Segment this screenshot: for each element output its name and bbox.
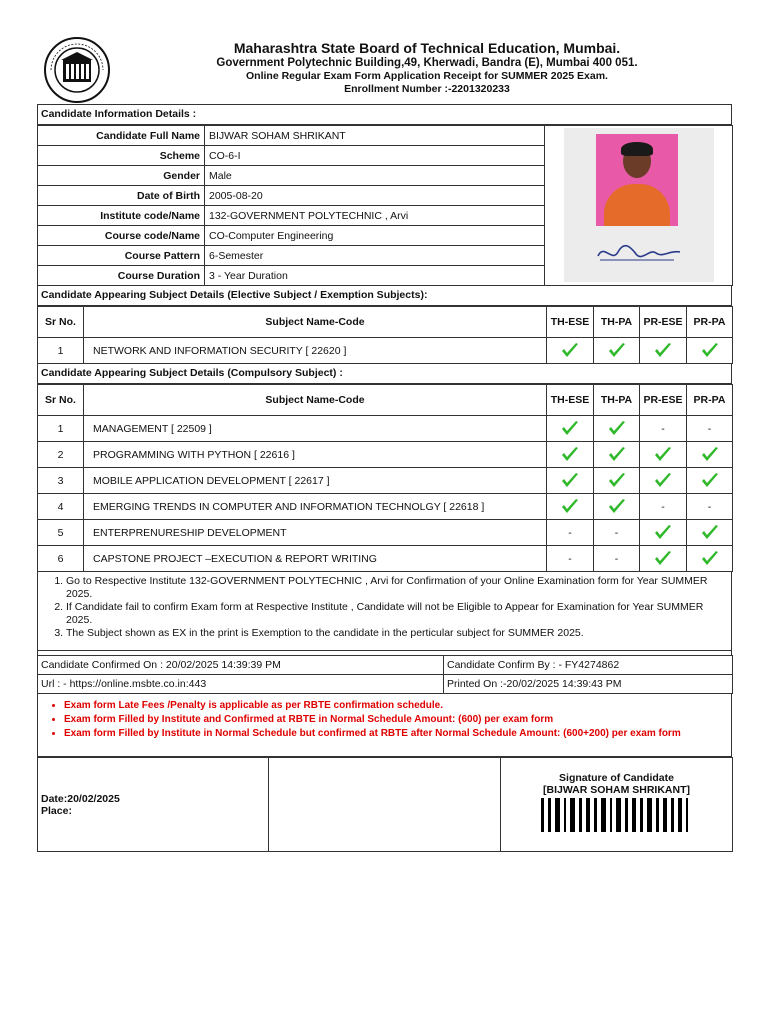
mark-cell — [594, 338, 640, 364]
fee-notes — [37, 694, 732, 757]
fee-note-item: • Exam form Late Fees /Penalty is applicable as per RBTE confirmation schedule. — [64, 700, 723, 712]
sr-no: 4 — [38, 494, 84, 520]
subject-name: PROGRAMMING WITH PYTHON [ 22616 ] — [84, 442, 547, 468]
receipt-body — [37, 104, 732, 852]
instruction-item: 1. Go to Respective Institute 132-GOVERNMENT POLYTECHNIC , Arvi for Confirmation of your Online Examination form for Year SUMMER 2025. — [66, 575, 723, 601]
sr-no: 3 — [38, 468, 84, 494]
mark-cell — [687, 442, 733, 468]
info-value: 6-Semester — [205, 246, 545, 266]
mark-dash: - — [687, 494, 733, 520]
sr-no: 2 — [38, 442, 84, 468]
mark-dash: - — [547, 546, 594, 572]
green-check-icon — [560, 342, 580, 360]
column-header: Subject Name-Code — [84, 307, 547, 338]
candidate-section-title: Candidate Information Details : — [37, 104, 732, 125]
green-check-icon — [653, 446, 673, 464]
mark-cell — [594, 416, 640, 442]
signature-table — [37, 757, 733, 852]
info-label: Scheme — [38, 146, 205, 166]
green-check-icon — [700, 446, 720, 464]
date-label: Date:20/02/2025 — [41, 792, 120, 805]
info-label: Candidate Full Name — [38, 126, 205, 146]
green-check-icon — [560, 472, 580, 490]
info-value: 2005-08-20 — [205, 186, 545, 206]
subject-name: ENTERPRENURESHIP DEVELOPMENT — [84, 520, 547, 546]
column-header: TH-ESE — [547, 385, 594, 416]
mark-dash: - — [687, 416, 733, 442]
receipt-title: Online Regular Exam Form Application Receipt for SUMMER 2025 Exam. — [246, 70, 608, 82]
sr-no: 1 — [38, 338, 84, 364]
info-value: BIJWAR SOHAM SHRIKANT — [205, 126, 545, 146]
subject-row — [38, 546, 733, 572]
compulsory-subject-table — [37, 384, 733, 572]
mark-cell — [687, 468, 733, 494]
green-check-icon — [607, 446, 627, 464]
info-value: Male — [205, 166, 545, 186]
board-logo — [41, 36, 113, 104]
mark-cell — [547, 416, 594, 442]
column-header: TH-PA — [594, 307, 640, 338]
enrollment-number: Enrollment Number :-2201320233 — [344, 83, 510, 95]
mark-dash: - — [547, 520, 594, 546]
green-check-icon — [700, 342, 720, 360]
info-label: Institute code/Name — [38, 206, 205, 226]
column-header: PR-ESE — [640, 307, 687, 338]
confirmed-by: Candidate Confirm By : - FY4274862 — [444, 656, 733, 675]
info-value: CO-Computer Engineering — [205, 226, 545, 246]
printed-on: Printed On :-20/02/2025 14:39:43 PM — [444, 675, 733, 694]
green-check-icon — [607, 498, 627, 516]
subject-row — [38, 520, 733, 546]
url-text: Url : - https://online.msbte.co.in:443 — [38, 675, 444, 694]
green-check-icon — [700, 550, 720, 568]
subject-name: EMERGING TRENDS IN COMPUTER AND INFORMATION TECHNOLGY [ 22618 ] — [84, 494, 547, 520]
green-check-icon — [560, 498, 580, 516]
candidate-photo — [564, 128, 714, 282]
green-check-icon — [607, 420, 627, 438]
mark-cell — [594, 468, 640, 494]
subject-name: NETWORK AND INFORMATION SECURITY [ 22620 ] — [84, 338, 547, 364]
info-label: Course code/Name — [38, 226, 205, 246]
green-check-icon — [653, 472, 673, 490]
mark-cell — [640, 468, 687, 494]
subject-name: MANAGEMENT [ 22509 ] — [84, 416, 547, 442]
mark-dash: - — [640, 416, 687, 442]
place-label: Place: — [41, 804, 72, 817]
mark-cell — [594, 442, 640, 468]
green-check-icon — [607, 472, 627, 490]
mark-cell — [640, 338, 687, 364]
mark-cell — [687, 546, 733, 572]
fee-note-item: • Exam form Filled by Institute and Confirmed at RBTE in Normal Schedule Amount: (600) per exam form — [64, 714, 723, 726]
subject-row — [38, 468, 733, 494]
mark-cell — [640, 546, 687, 572]
signature-image — [594, 238, 684, 268]
green-check-icon — [700, 472, 720, 490]
signature-name: [BIJWAR SOHAM SHRIKANT] — [543, 784, 690, 796]
subject-name: CAPSTONE PROJECT –EXECUTION & REPORT WRITING — [84, 546, 547, 572]
mark-cell — [547, 338, 594, 364]
elective-subject-table — [37, 306, 733, 364]
column-header: Sr No. — [38, 385, 84, 416]
elective-section-title: Candidate Appearing Subject Details (Elective Subject / Exemption Subjects): — [37, 286, 732, 306]
subject-row — [38, 494, 733, 520]
signature-title: Signature of Candidate — [559, 772, 674, 784]
info-label: Course Duration — [38, 266, 205, 286]
column-header: PR-ESE — [640, 385, 687, 416]
compulsory-section-title: Candidate Appearing Subject Details (Compulsory Subject) : — [37, 364, 732, 384]
green-check-icon — [653, 524, 673, 542]
sr-no: 5 — [38, 520, 84, 546]
info-value: CO-6-I — [205, 146, 545, 166]
confirmed-on: Candidate Confirmed On : 20/02/2025 14:39:39 PM — [38, 656, 444, 675]
mark-cell — [547, 468, 594, 494]
info-value: 132-GOVERNMENT POLYTECHNIC , Arvi — [205, 206, 545, 226]
green-check-icon — [700, 524, 720, 542]
info-value: 3 - Year Duration — [205, 266, 545, 286]
info-label: Course Pattern — [38, 246, 205, 266]
subject-row — [38, 416, 733, 442]
mark-dash: - — [640, 494, 687, 520]
column-header: PR-PA — [687, 385, 733, 416]
mark-cell — [640, 442, 687, 468]
mark-cell — [594, 494, 640, 520]
info-row — [38, 126, 733, 146]
header — [37, 36, 732, 104]
mark-cell — [687, 338, 733, 364]
candidate-info-table — [37, 125, 733, 286]
mark-cell — [687, 520, 733, 546]
green-check-icon — [607, 342, 627, 360]
instruction-item: 2. If Candidate fail to confirm Exam form at Respective Institute , Candidate will not be Eligible to Appear for Examination for Year SUMMER 2025. — [66, 601, 723, 627]
green-check-icon — [653, 342, 673, 360]
barcode — [541, 798, 693, 832]
sr-no: 6 — [38, 546, 84, 572]
subject-row — [38, 442, 733, 468]
info-label: Gender — [38, 166, 205, 186]
instruction-item: 3. The Subject shown as EX in the print is Exemption to the candidate in the perticular subject for SUMMER 2025. — [66, 627, 723, 640]
green-check-icon — [560, 420, 580, 438]
instructions — [37, 572, 732, 651]
mark-dash: - — [594, 546, 640, 572]
blank-cell — [269, 758, 501, 852]
column-header: Sr No. — [38, 307, 84, 338]
mark-dash: - — [594, 520, 640, 546]
green-check-icon — [560, 446, 580, 464]
info-label: Date of Birth — [38, 186, 205, 206]
fee-note-item: • Exam form Filled by Institute in Normal Schedule but confirmed at RBTE after Normal Schedule Amount: (600+200) per exam form — [64, 728, 723, 740]
green-check-icon — [653, 550, 673, 568]
subject-name: MOBILE APPLICATION DEVELOPMENT [ 22617 ] — [84, 468, 547, 494]
board-address: Government Polytechnic Building,49, Kherwadi, Bandra (E), Mumbai 400 051. — [216, 57, 638, 69]
confirmation-table — [37, 655, 733, 694]
mark-cell — [547, 494, 594, 520]
column-header: Subject Name-Code — [84, 385, 547, 416]
mark-cell — [640, 520, 687, 546]
column-header: TH-PA — [594, 385, 640, 416]
subject-row — [38, 338, 733, 364]
mark-cell — [547, 442, 594, 468]
column-header: TH-ESE — [547, 307, 594, 338]
column-header: PR-PA — [687, 307, 733, 338]
board-name: Maharashtra State Board of Technical Education, Mumbai. — [233, 40, 621, 56]
sr-no: 1 — [38, 416, 84, 442]
